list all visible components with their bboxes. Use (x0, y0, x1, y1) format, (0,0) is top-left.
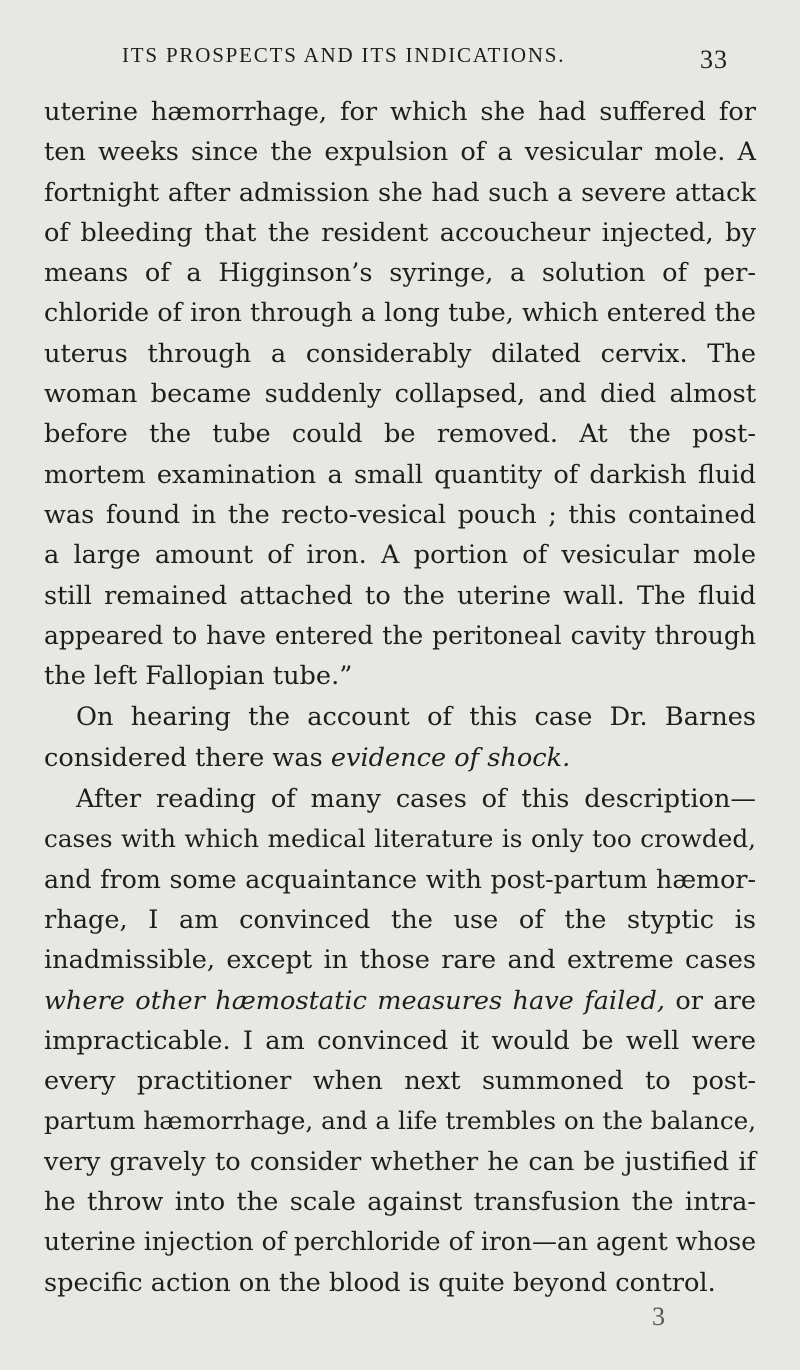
text-line: and from some acquaintance with post-partum hæmor- (44, 864, 756, 894)
text-line: still remained attached to the uterine wall. The fluid (44, 580, 756, 611)
running-head (0, 40, 800, 80)
text-line: impracticable. I am convinced it would be well were (44, 1025, 756, 1056)
text-line: a large amount of iron. A portion of vesicular mole (44, 540, 756, 571)
text-line: fortnight after admission she had such a severe attack (44, 177, 756, 208)
text-line: appeared to have entered the peritoneal cavity through (44, 620, 756, 650)
text-line: of bleeding that the resident accoucheur injected, by (44, 217, 756, 248)
text-line: means of a Higginson’s syringe, a solution of per- (44, 258, 756, 289)
signature-mark: 3 (652, 1302, 665, 1331)
italic-phrase: where other hæmostatic measures have failed, (44, 985, 665, 1016)
text-line: woman became suddenly collapsed, and died almost (44, 379, 756, 410)
text-line: before the tube could be removed. At the post- (44, 419, 756, 450)
text-line: ten weeks since the expulsion of a vesicular mole. A (44, 137, 756, 168)
text-line (44, 738, 756, 778)
text-line: uterine injection of perchloride of iron—an agent whose (44, 1227, 756, 1257)
text-line: every practitioner when next summoned to post- (44, 1066, 756, 1097)
text-line: chloride of iron through a long tube, which entered the (44, 298, 756, 328)
paragraph-conclusion (44, 779, 756, 1303)
text-line: specific action on the blood is quite beyond control. (44, 1267, 716, 1298)
paragraph-barnes (44, 697, 756, 778)
text-line: mortem examination a small quantity of darkish fluid (44, 459, 756, 490)
paragraph-continued (44, 92, 756, 696)
text-line: inadmissible, except in those rare and extreme cases (44, 945, 756, 976)
page-number: 33 (700, 45, 728, 74)
running-title: ITS PROSPECTS AND ITS INDICATIONS. (122, 43, 566, 67)
text-run: considered there was (44, 742, 331, 773)
text-line: he throw into the scale against transfusion the intra- (44, 1187, 756, 1218)
italic-phrase: evidence of shock. (330, 742, 571, 773)
text-line: cases with which medical literature is only too crowded, (44, 824, 756, 854)
text-line: uterus through a considerably dilated cervix. The (44, 338, 756, 369)
text-run: or are (664, 985, 756, 1016)
text-line (44, 981, 756, 1021)
text-line: On hearing the account of this case Dr. Barnes (76, 702, 756, 733)
text-line: uterine hæmorrhage, for which she had suffered for (44, 97, 756, 127)
text-line: rhage, I am convinced the use of the styptic is (44, 904, 756, 935)
text-line: very gravely to consider whether he can be justified if (44, 1146, 756, 1177)
body-text (44, 92, 756, 1303)
text-line: partum hæmorrhage, and a life trembles on the balance, (44, 1106, 757, 1136)
text-line: After reading of many cases of this description— (76, 784, 756, 815)
text-line: was found in the recto-vesical pouch ; this contained (44, 499, 756, 530)
text-line: the left Fallopian tube.” (44, 661, 353, 692)
